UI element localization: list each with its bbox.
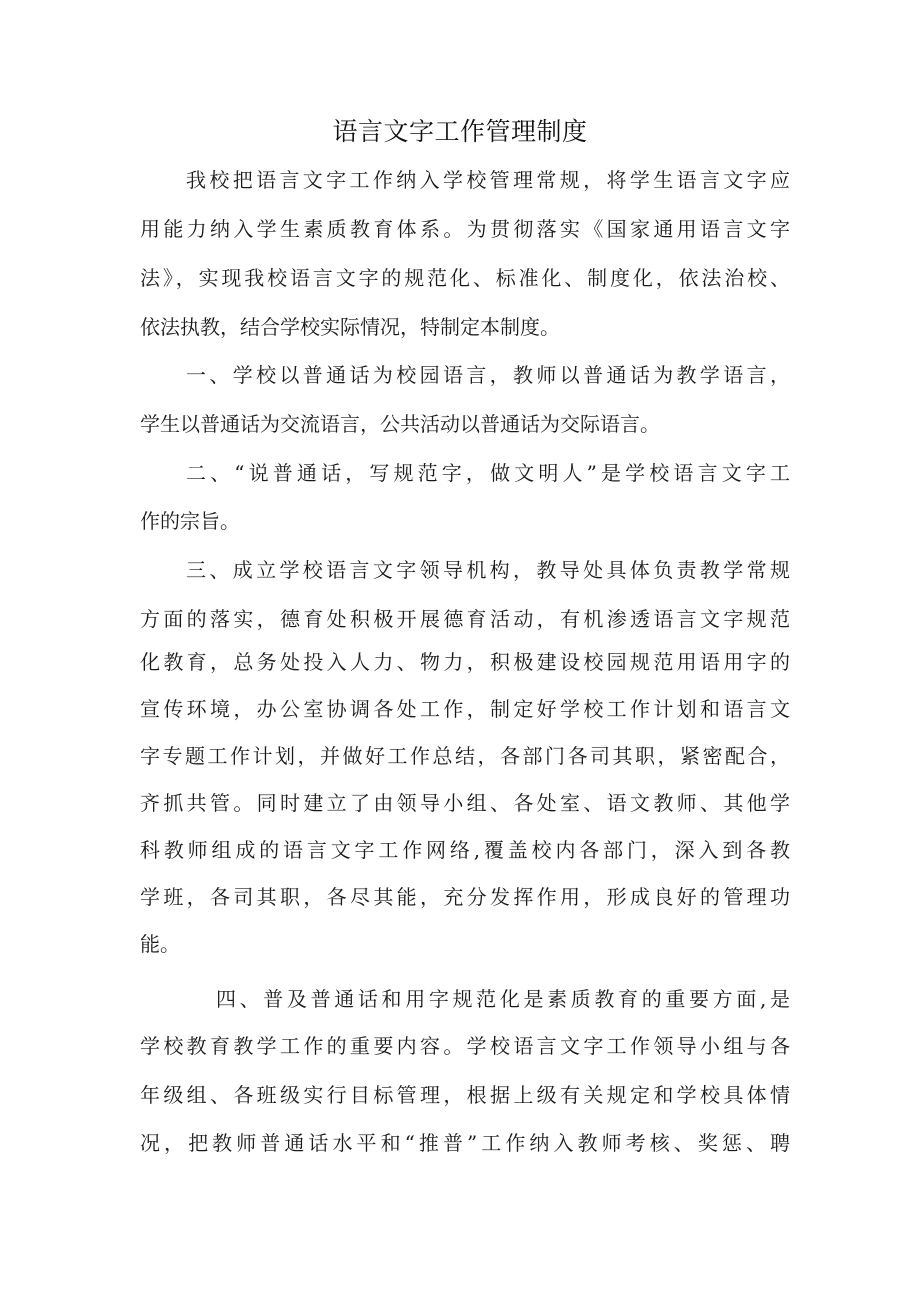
paragraph-5-line-4: 况，把教师普通话水平和“推普”工作纳入教师考核、奖惩、聘 [140,1131,790,1155]
paragraph-4-line-1: 三、成立学校语言文字领导机构，教导处具体负责教学常规 [186,558,790,582]
paragraph-5-line-3: 年级组、各班级实行目标管理，根据上级有关规定和学校具体情 [140,1083,790,1107]
paragraph-5-line-1: 四、普及普通话和用字规范化是素质教育的重要方面,是 [216,987,790,1011]
paragraph-1-line-4: 依法执教，结合学校实际情况，特制定本制度。 [140,315,560,339]
paragraph-4-line-4: 宣传环境，办公室协调各处工作，制定好学校工作计划和语言文 [140,697,790,721]
paragraph-1-line-3: 法》，实现我校语言文字的规范化、标准化、制度化，依法治校、 [140,266,790,290]
document-title: 语言文字工作管理制度 [332,117,588,146]
paragraph-4-line-3: 化教育，总务处投入人力、物力，积极建设校园规范用语用字的 [140,650,790,674]
paragraph-5-line-2: 学校教育教学工作的重要内容。学校语言文字工作领导小组与各 [140,1034,790,1058]
paragraph-3-line-1: 二、“说普通话，写规范字，做文明人”是学校语言文字工 [186,461,790,485]
paragraph-4-line-7: 科教师组成的语言文字工作网络,覆盖校内各部门，深入到各教 [140,838,790,862]
paragraph-2-line-1: 一、学校以普通话为校园语言，教师以普通话为教学语言， [186,363,790,387]
paragraph-4-line-6: 齐抓共管。同时建立了由领导小组、各处室、语文教师、其他学 [140,791,790,815]
paragraph-1-line-1: 我校把语言文字工作纳入学校管理常规，将学生语言文字应 [186,168,790,192]
paragraph-4-line-9: 能。 [140,932,180,956]
paragraph-4-line-8: 学班，各司其职，各尽其能，充分发挥作用，形成良好的管理功 [140,885,790,909]
paragraph-2-line-2: 学生以普通话为交流语言，公共活动以普通话为交际语言。 [140,412,660,436]
paragraph-4-line-5: 字专题工作计划，并做好工作总结，各部门各司其职，紧密配合， [140,744,790,768]
paragraph-3-line-2: 作的宗旨。 [140,509,240,533]
paragraph-1-line-2: 用能力纳入学生素质教育体系。为贯彻落实《国家通用语言文字 [140,217,790,241]
paragraph-4-line-2: 方面的落实，德育处积极开展德育活动，有机渗透语言文字规范 [140,607,790,631]
